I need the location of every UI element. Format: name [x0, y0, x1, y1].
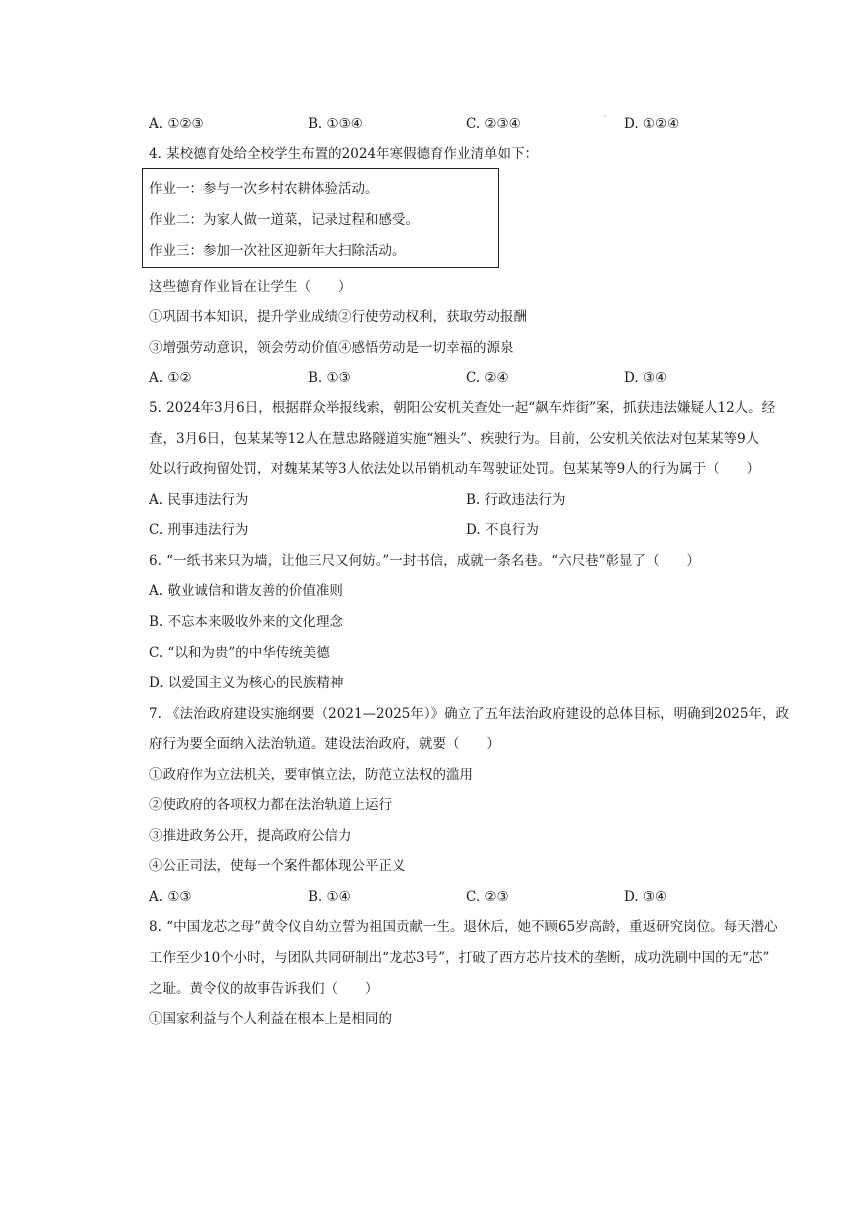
- q7-options: [149, 887, 709, 907]
- q4-homework-box: [142, 168, 499, 268]
- q4-option-a: A. ①②: [149, 370, 192, 386]
- q7-option-c: C. ②③: [466, 889, 509, 905]
- q6-stem: 6. “一纸书来只为墙，让他三尺又何妨。”一封书信，成就一条名巷。“六尺巷”彰显了（ ）: [149, 553, 701, 569]
- q3-option-b: B. ①③④: [308, 116, 363, 132]
- q4-box-line-2: 作业二：为家人做一道菜，记录过程和感受。: [149, 212, 419, 228]
- q4-options: [149, 368, 709, 388]
- q7-line-1: 7. 《法治政府建设实施纲要（2021—2025年）》确立了五年法治政府建设的总体目标，明确到2025年，政: [149, 706, 789, 722]
- q7-statement-3: ③推进政务公开，提高政府公信力: [149, 828, 352, 844]
- q6-option-d: D. 以爱国主义为核心的民族精神: [149, 675, 344, 691]
- q7-statement-2: ②使政府的各项权力都在法治轨道上运行: [149, 797, 392, 813]
- q4-question: 这些德育作业旨在让学生（ ）: [149, 279, 352, 295]
- q8-line-2: 工作至少10个小时，与团队共同研制出“龙芯3号”，打破了西方芯片技术的垄断，成功洗刷中国的无“芯”: [149, 950, 770, 966]
- q3-option-c: C. ②③④: [466, 116, 521, 132]
- q3-option-a: A. ①②③: [149, 116, 204, 132]
- q4-option-d: D. ③④: [624, 370, 668, 386]
- q8-line-1: 8. “中国龙芯之母”黄令仪自幼立誓为祖国贡献一生。退休后，她不顾65岁高龄，重返研究岗位。每天潜心: [149, 919, 778, 935]
- q7-option-d: D. ③④: [624, 889, 668, 905]
- q5-options-row-2: [149, 520, 709, 540]
- q5-option-b: B. 行政违法行为: [466, 492, 566, 508]
- q5-options-row-1: [149, 490, 709, 510]
- scan-speck: ·: [604, 112, 607, 121]
- q6-option-c: C. “以和为贵”的中华传统美德: [149, 645, 330, 661]
- q4-option-c: C. ②④: [466, 370, 509, 386]
- q7-option-b: B. ①④: [308, 889, 351, 905]
- q6-option-a: A. 敬业诚信和谐友善的价值准则: [149, 583, 343, 599]
- q5-line-3: 处以行政拘留处罚，对魏某某等3人依法处以吊销机动车驾驶证处罚。包某某等9人的行为属于（ ）: [149, 461, 761, 477]
- q6-option-b: B. 不忘本来吸收外来的文化理念: [149, 614, 344, 630]
- q4-option-b: B. ①③: [308, 370, 351, 386]
- q7-option-a: A. ①③: [149, 889, 192, 905]
- q3-option-d: D. ①②④: [624, 116, 680, 132]
- q5-option-d: D. 不良行为: [466, 522, 539, 538]
- q8-line-3: 之耻。黄令仪的故事告诉我们（ ）: [149, 981, 379, 997]
- q4-stem: 4. 某校德育处给全校学生布置的2024年寒假德育作业清单如下：: [149, 146, 539, 162]
- q3-options: [149, 114, 709, 134]
- q4-box-line-1: 作业一：参与一次乡村农耕体验活动。: [149, 181, 379, 197]
- q4-statements-2: ③增强劳动意识，领会劳动价值④感悟劳动是一切幸福的源泉: [149, 340, 514, 356]
- q5-option-a: A. 民事违法行为: [149, 492, 249, 508]
- q8-statement-1: ①国家利益与个人利益在根本上是相同的: [149, 1011, 392, 1027]
- q7-statement-4: ④公正司法，使每一个案件都体现公平正义: [149, 858, 406, 874]
- q7-line-2: 府行为要全面纳入法治轨道。建设法治政府，就要（ ）: [149, 736, 500, 752]
- q5-option-c: C. 刑事违法行为: [149, 522, 249, 538]
- q7-statement-1: ①政府作为立法机关，要审慎立法，防范立法权的滥用: [149, 767, 473, 783]
- q4-statements-1: ①巩固书本知识，提升学业成绩②行使劳动权利，获取劳动报酬: [149, 309, 527, 325]
- q4-box-line-3: 作业三：参加一次社区迎新年大扫除活动。: [149, 243, 406, 259]
- q5-line-2: 查，3月6日，包某某等12人在慧忠路隧道实施“翘头”、疾驶行为。目前，公安机关依法对包某某等9人: [149, 431, 760, 447]
- q5-line-1: 5. 2024年3月6日，根据群众举报线索，朝阳公安机关查处一起“飙车炸街”案，抓获违法嫌疑人12人。经: [149, 400, 776, 416]
